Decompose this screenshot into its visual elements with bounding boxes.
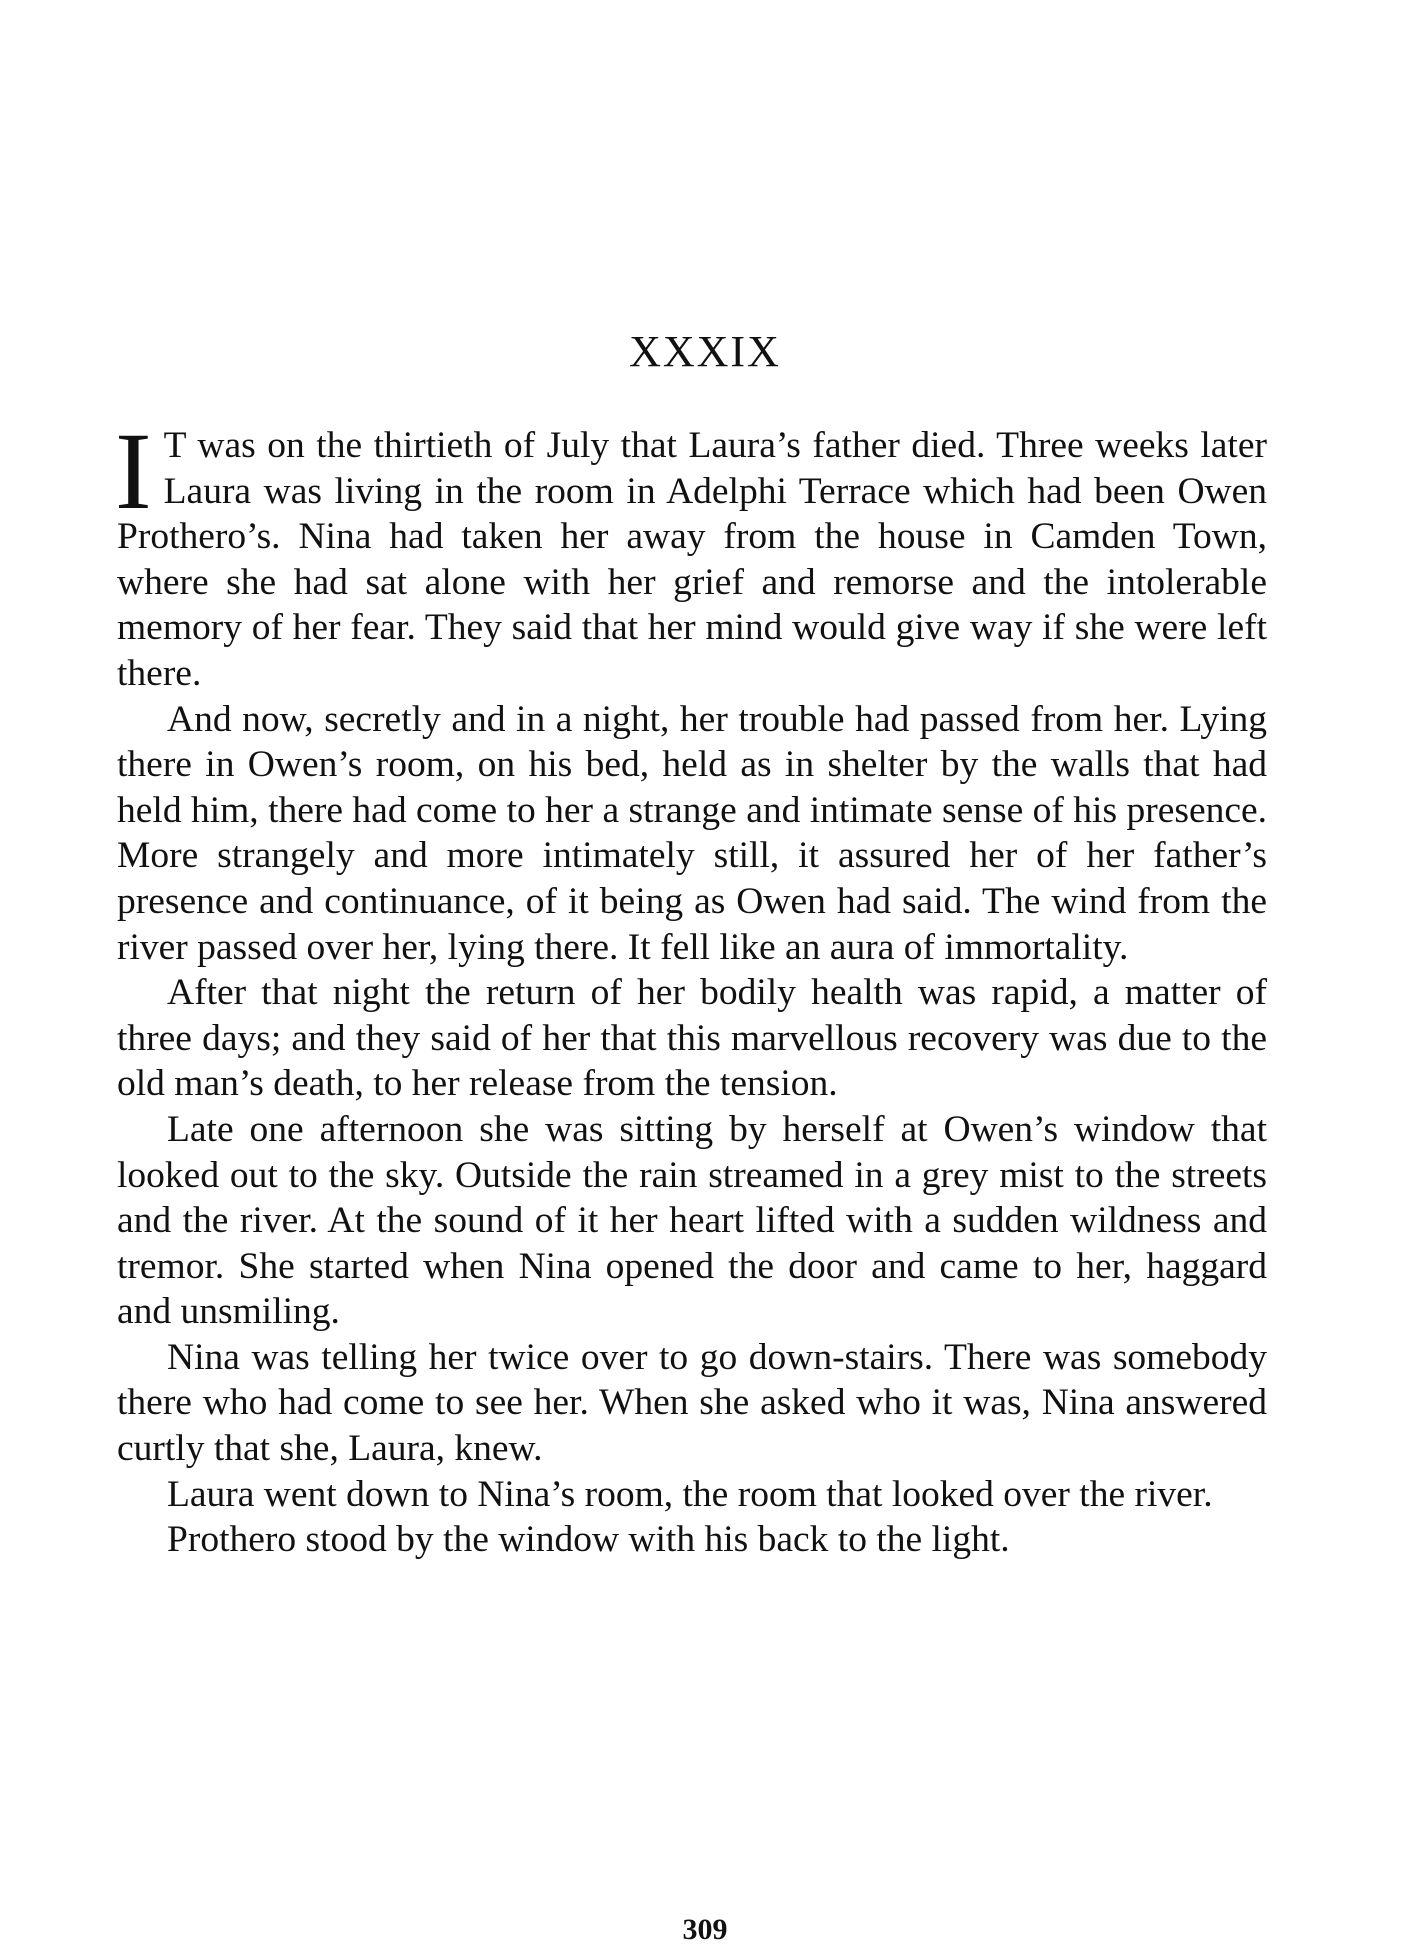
paragraph-6: Laura went down to Nina’s room, the room that looked over the river. bbox=[167, 1473, 1213, 1515]
opening-letters: T bbox=[163, 425, 186, 466]
drop-cap: I bbox=[115, 410, 152, 532]
paragraph-1-text: was on the thirtieth of July that Laura’s father died. Three weeks later Laura was living in the room in Adelphi Terrace which had been Owen Prothero’s. Nina had taken her away from the house in Camden Town, where she had sat alone with her grief and remorse and the intolerable memory of her fear. They said that her mind would give way if she were left there. bbox=[117, 425, 1267, 694]
paragraph-7: Prothero stood by the window with his back to the light. bbox=[167, 1519, 1010, 1561]
chapter-body bbox=[115, 410, 1267, 1563]
paragraph-4: Late one afternoon she was sitting by herself at Owen’s window that looked out to the sky. Outside the rain streamed in a grey mist to the streets and the river. At the sound of it her heart lifted with a sudden wildness and tremor. She started when Nina opened the door and came to her, haggard and unsmiling. bbox=[117, 1108, 1267, 1333]
paragraph-1 bbox=[115, 410, 1267, 697]
page-number: 309 bbox=[682, 1913, 728, 1946]
paragraph-5: Nina was telling her twice over to go down-stairs. There was somebody there who had come to see her. When she asked who it was, Nina answered curtly that she, Laura, knew. bbox=[117, 1336, 1267, 1470]
paragraph-3: After that night the return of her bodily health was rapid, a matter of three days; and they said of her that this marvellous recovery was due to the old man’s death, to her release from the tension. bbox=[117, 972, 1267, 1105]
chapter-heading: XXXIX bbox=[629, 327, 781, 376]
paragraph-2: And now, secretly and in a night, her trouble had passed from her. Lying there in Owen’s room, on his bed, held as in shelter by the walls that had held him, there had come to her a strange and intimate sense of his presence. More strangely and more intimately still, it assured her of her father’s presence and continuance, of it being as Owen had said. The wind from the river passed over her, lying there. It fell like an aura of immortality. bbox=[117, 698, 1267, 968]
